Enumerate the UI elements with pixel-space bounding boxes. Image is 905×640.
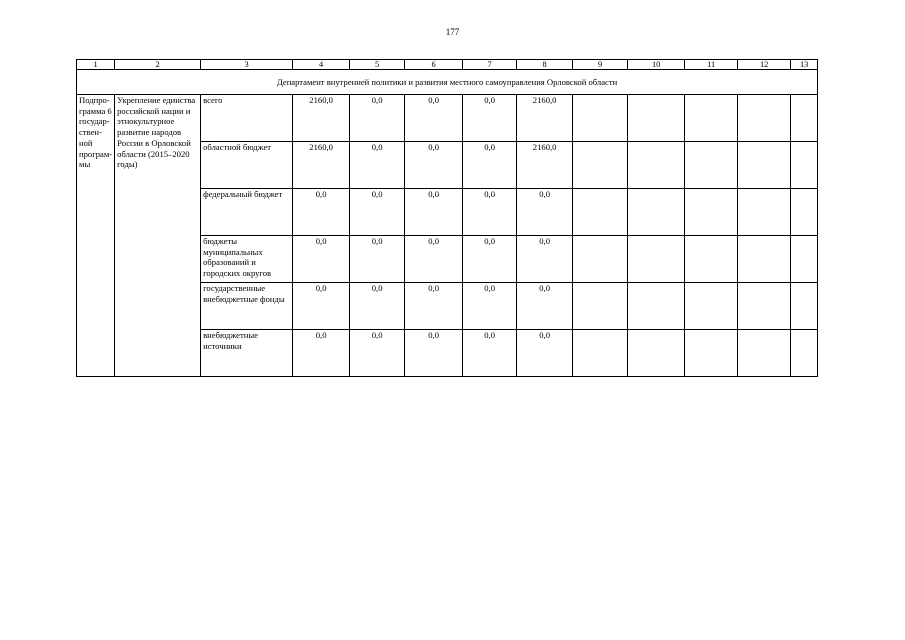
- amount-cell: 0,0: [405, 95, 463, 142]
- empty-cell: [573, 142, 628, 189]
- empty-cell: [685, 236, 738, 283]
- amount-cell: 0,0: [350, 283, 405, 330]
- amount-cell: 0,0: [463, 95, 517, 142]
- department-name: Департамент внутренней политики и развития местного самоуправления Орловской области: [77, 70, 818, 95]
- empty-cell: [791, 95, 818, 142]
- empty-cell: [791, 283, 818, 330]
- amount-cell: 2160,0: [517, 95, 573, 142]
- empty-cell: [738, 189, 791, 236]
- empty-cell: [628, 236, 685, 283]
- column-number: 2: [115, 60, 201, 70]
- funding-source: бюджеты муниципальных образований и городских округов: [201, 236, 293, 283]
- amount-cell: 0,0: [517, 189, 573, 236]
- empty-cell: [628, 330, 685, 377]
- empty-cell: [685, 142, 738, 189]
- amount-cell: 2160,0: [293, 142, 350, 189]
- empty-cell: [791, 189, 818, 236]
- column-number: 12: [738, 60, 791, 70]
- budget-table: [76, 59, 818, 377]
- funding-source: государственные внебюджетные фонды: [201, 283, 293, 330]
- amount-cell: 0,0: [405, 189, 463, 236]
- column-number: 9: [573, 60, 628, 70]
- empty-cell: [791, 330, 818, 377]
- amount-cell: 0,0: [405, 142, 463, 189]
- empty-cell: [628, 142, 685, 189]
- amount-cell: 0,0: [350, 189, 405, 236]
- funding-source: областной бюджет: [201, 142, 293, 189]
- amount-cell: 0,0: [350, 330, 405, 377]
- amount-cell: 0,0: [517, 283, 573, 330]
- empty-cell: [738, 95, 791, 142]
- empty-cell: [573, 330, 628, 377]
- amount-cell: 0,0: [463, 189, 517, 236]
- amount-cell: 2160,0: [293, 95, 350, 142]
- empty-cell: [628, 189, 685, 236]
- amount-cell: 0,0: [350, 142, 405, 189]
- column-number: 1: [77, 60, 115, 70]
- amount-cell: 0,0: [293, 236, 350, 283]
- empty-cell: [685, 95, 738, 142]
- column-number: 5: [350, 60, 405, 70]
- empty-cell: [685, 189, 738, 236]
- column-number: 11: [685, 60, 738, 70]
- amount-cell: 0,0: [463, 283, 517, 330]
- amount-cell: 0,0: [517, 330, 573, 377]
- amount-cell: 0,0: [350, 95, 405, 142]
- amount-cell: 0,0: [293, 189, 350, 236]
- empty-cell: [628, 95, 685, 142]
- amount-cell: 0,0: [405, 236, 463, 283]
- funding-source: всего: [201, 95, 293, 142]
- department-row: [77, 70, 818, 95]
- amount-cell: 0,0: [517, 236, 573, 283]
- column-number: 3: [201, 60, 293, 70]
- empty-cell: [685, 283, 738, 330]
- amount-cell: 2160,0: [517, 142, 573, 189]
- amount-cell: 0,0: [293, 330, 350, 377]
- empty-cell: [685, 330, 738, 377]
- column-number: 4: [293, 60, 350, 70]
- amount-cell: 0,0: [405, 283, 463, 330]
- amount-cell: 0,0: [350, 236, 405, 283]
- empty-cell: [628, 283, 685, 330]
- column-number: 8: [517, 60, 573, 70]
- empty-cell: [738, 142, 791, 189]
- column-number: 13: [791, 60, 818, 70]
- amount-cell: 0,0: [463, 236, 517, 283]
- column-number: 10: [628, 60, 685, 70]
- empty-cell: [573, 95, 628, 142]
- amount-cell: 0,0: [405, 330, 463, 377]
- empty-cell: [573, 283, 628, 330]
- amount-cell: 0,0: [293, 283, 350, 330]
- funding-source: федеральный бюджет: [201, 189, 293, 236]
- empty-cell: [573, 189, 628, 236]
- column-number: 6: [405, 60, 463, 70]
- empty-cell: [738, 283, 791, 330]
- empty-cell: [738, 330, 791, 377]
- column-number: 7: [463, 60, 517, 70]
- table-row: [77, 95, 818, 142]
- program-name-cell: Укрепление единства российской нации и этнокультурное развитие народов России в Орловской области (2015–2020 годы): [115, 95, 201, 377]
- empty-cell: [791, 236, 818, 283]
- column-number-row: [77, 60, 818, 70]
- amount-cell: 0,0: [463, 142, 517, 189]
- empty-cell: [573, 236, 628, 283]
- empty-cell: [738, 236, 791, 283]
- page-number: 177: [445, 27, 460, 37]
- empty-cell: [791, 142, 818, 189]
- amount-cell: 0,0: [463, 330, 517, 377]
- funding-source: внебюджетные источники: [201, 330, 293, 377]
- program-type-cell: Подпро-грамма 6 государ-ствен-ной програм-мы: [77, 95, 115, 377]
